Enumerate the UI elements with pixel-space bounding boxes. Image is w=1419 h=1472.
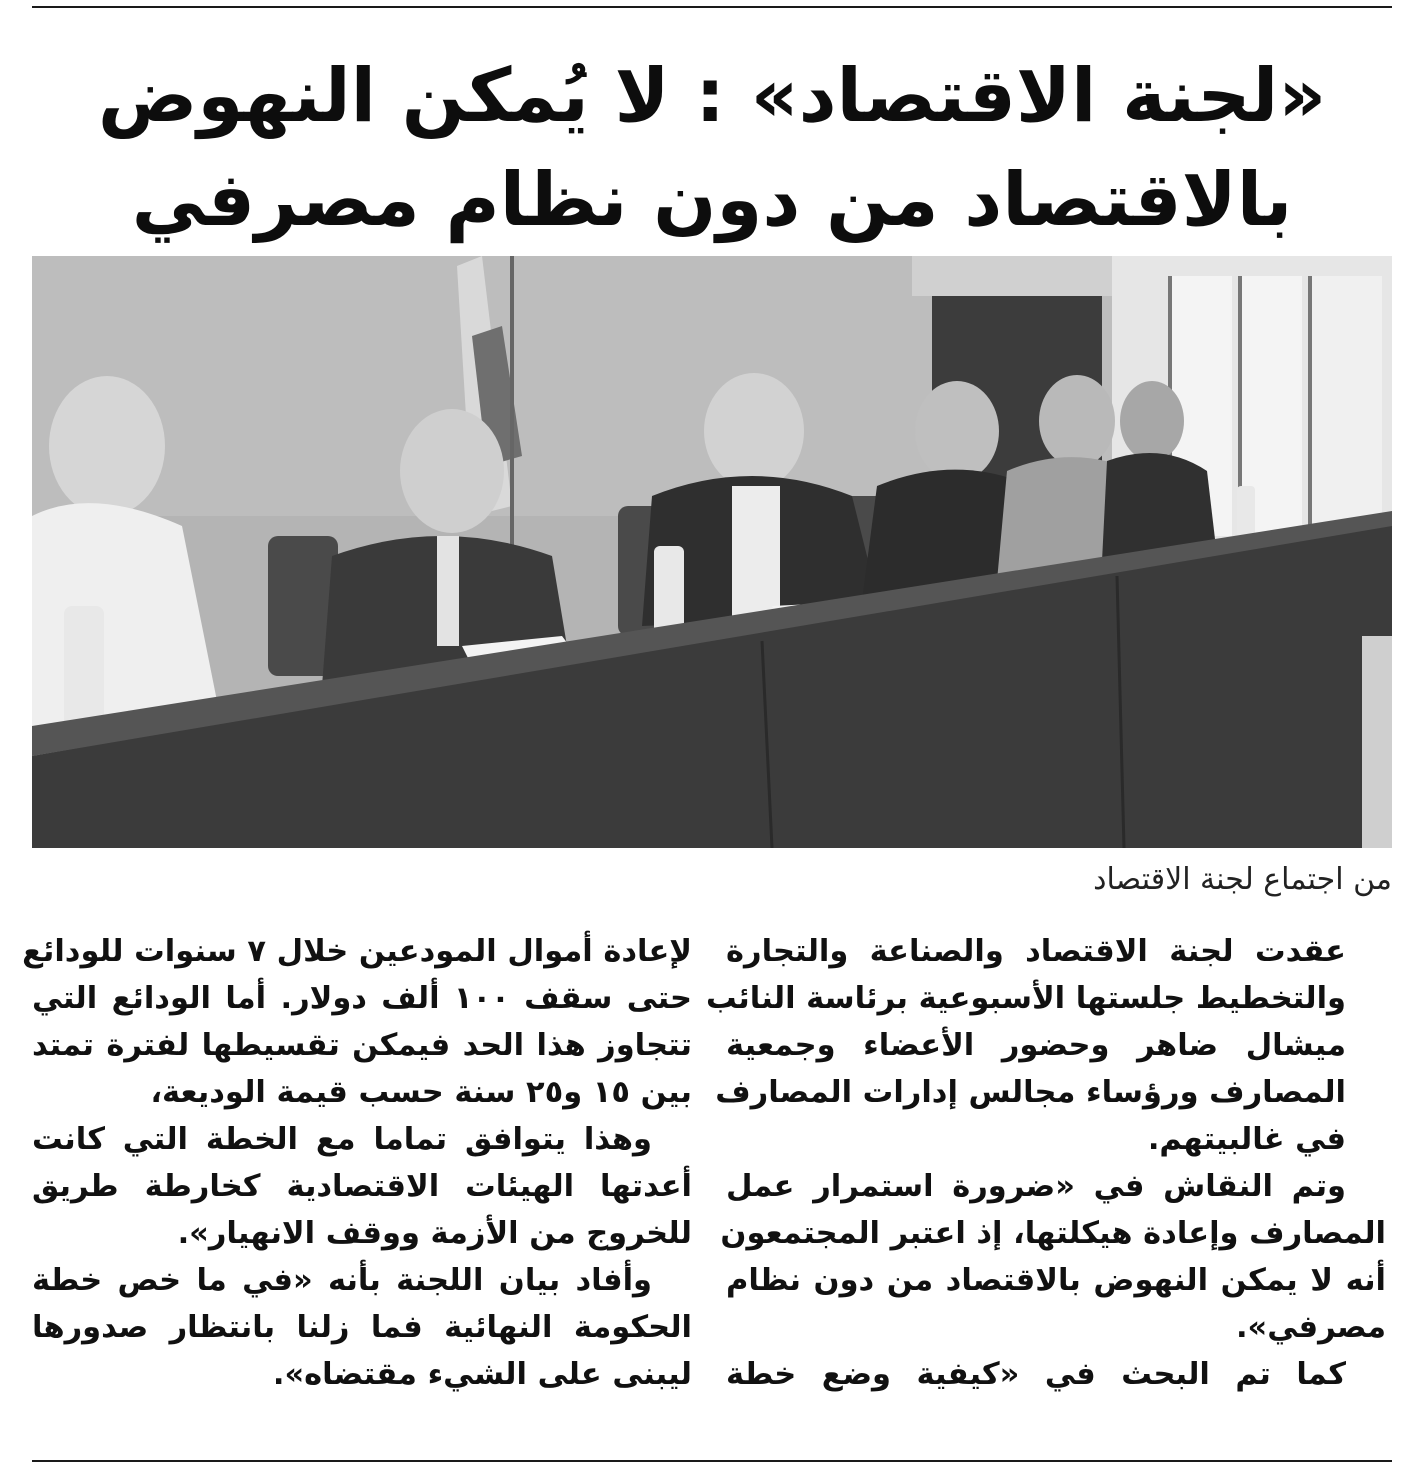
text-line: الحكومة النهائية فما زلنا بانتظار صدورها: [32, 1310, 692, 1345]
text-line: تتجاوز هذا الحد فيمكن تقسيطها لفترة تمتد: [32, 1028, 692, 1063]
text-line: ميشال ضاهر وحضور الأعضاء وجمعية: [726, 1028, 1346, 1063]
text-line: حتى سقف ١٠٠ ألف دولار. أما الودائع التي: [32, 981, 693, 1016]
text-line: أنه لا يمكن النهوض بالاقتصاد من دون نظام: [726, 1263, 1386, 1298]
article-column-right: [706, 928, 1386, 1428]
bottom-rule: [32, 1460, 1392, 1462]
photo-caption: من اجتماع لجنة الاقتصاد: [1093, 862, 1392, 897]
text-line: مصرفي».: [1235, 1310, 1386, 1345]
text-line: عقدت لجنة الاقتصاد والصناعة والتجارة: [726, 934, 1346, 969]
article-column-left: [22, 928, 693, 1428]
paragraph: [32, 1116, 692, 1257]
article-headline: [32, 44, 1392, 252]
top-rule: [32, 6, 1392, 8]
text-line: للخروج من الأزمة ووقف الانهيار».: [177, 1216, 692, 1251]
text-line: ليبنى على الشيء مقتضاه».: [272, 1357, 692, 1392]
meeting-photo: [32, 256, 1392, 848]
meeting-photo-illustration: [32, 256, 1392, 848]
text-line: وتم النقاش في «ضرورة استمرار عمل: [726, 1169, 1346, 1204]
paragraph: [726, 1351, 1386, 1398]
text-line: وهذا يتوافق تماما مع الخطة التي كانت: [32, 1122, 652, 1157]
text-line: أعدتها الهيئات الاقتصادية كخارطة طريق: [32, 1169, 692, 1204]
text-line: كما تم البحث في «كيفية وضع خطة: [726, 1357, 1346, 1392]
text-line: وأفاد بيان اللجنة بأنه «في ما خص خطة: [32, 1263, 652, 1298]
text-line: والتخطيط جلستها الأسبوعية برئاسة النائب: [706, 981, 1346, 1016]
paragraph: [32, 1257, 692, 1398]
paragraph: [22, 928, 693, 1116]
headline-line-1: «لجنة الاقتصاد» : لا يُمكن النهوض: [97, 53, 1327, 139]
headline-line-2: بالاقتصاد من دون نظام مصرفي: [131, 157, 1293, 243]
paragraph: [706, 928, 1386, 1163]
text-line: المصارف وإعادة هيكلتها، إذ اعتبر المجتمعون: [720, 1216, 1386, 1251]
text-line: لإعادة أموال المودعين خلال ٧ سنوات للودائع: [22, 934, 692, 969]
text-line: بين ١٥ و٢٥ سنة حسب قيمة الوديعة،: [150, 1075, 692, 1110]
text-line: في غالبيتهم.: [1147, 1122, 1346, 1157]
paragraph: [720, 1163, 1386, 1351]
text-line: المصارف ورؤساء مجالس إدارات المصارف: [715, 1075, 1346, 1110]
